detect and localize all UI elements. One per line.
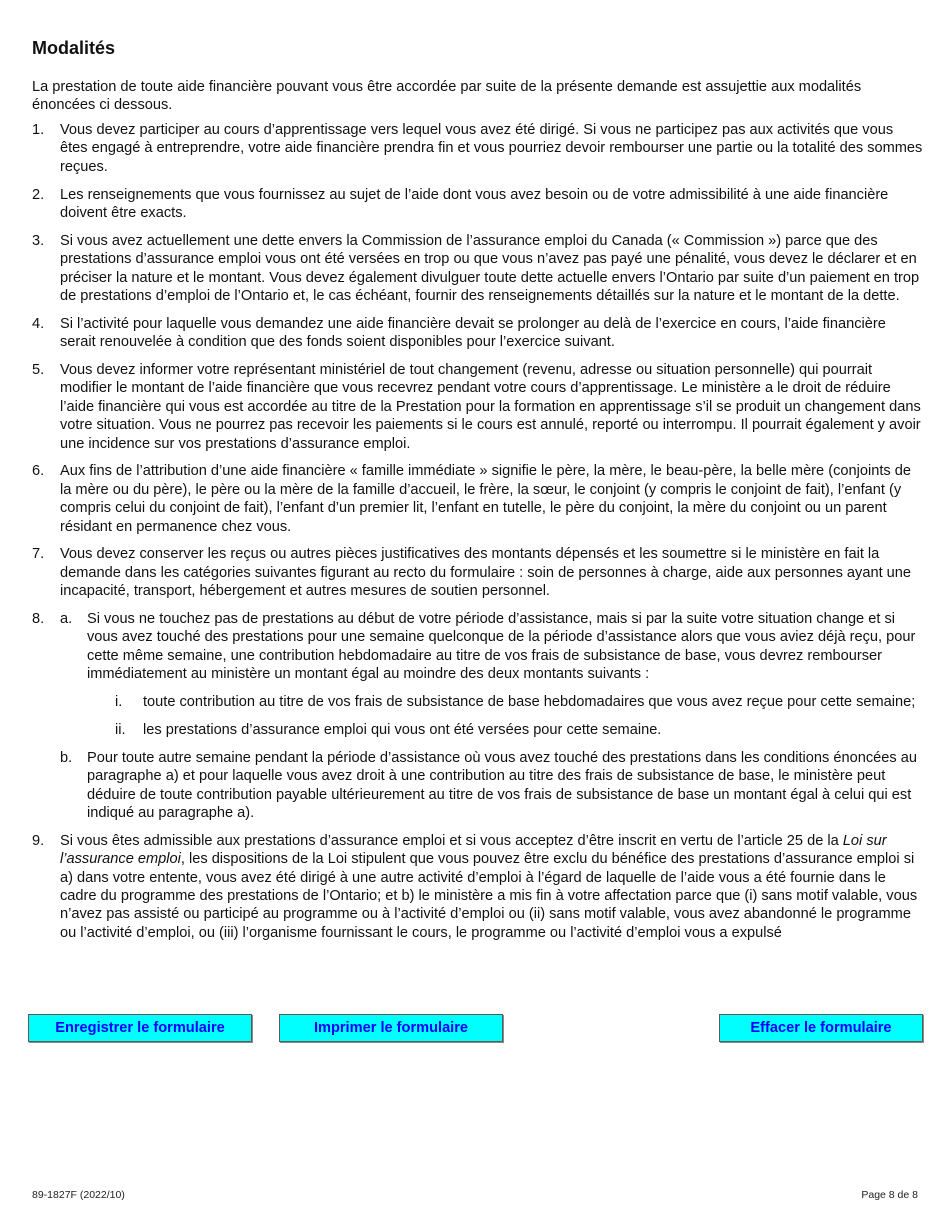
list-item — [32, 361, 924, 453]
item-text: Vous devez participer au cours d’apprentissage vers lequel vous avez été dirigé. Si vous ne participez pas aux activités que vous êtes engagé à entreprendre, votre aide financière prendra fin et vous pourriez devoir rembourser une partie ou la totalité des sommes reçues. — [60, 122, 923, 175]
roman-text: les prestations d’assurance emploi qui vous ont été versées pour cette semaine. — [143, 721, 662, 738]
item-number: 3. — [32, 232, 45, 249]
item-number: 6. — [32, 463, 45, 480]
sub-item-ii — [87, 721, 924, 739]
sub-item-label: a. — [60, 611, 73, 628]
item-number: 1. — [32, 122, 45, 138]
list-item — [32, 462, 924, 536]
item-text: Aux fins de l’attribution d’une aide financière « famille immédiate » signifie le père, la mère, le beau-père, la belle mère (conjoints de la mère ou du père), le père ou la mère de la famille d’accueil, le frère, la sœur, le conjoint (y compris le conjoint de fait), l’enfant (y compris celui du conjoint de fait), l’enfant d’un premier lit, l’enfant en tutelle, le père du conjoint, la mère du conjoint ou un parent résidant en permanence chez vous. — [60, 463, 911, 535]
list-item-9 — [32, 832, 924, 942]
sub-item-i — [87, 693, 924, 711]
sub-item-a-text: Si vous ne touchez pas de prestations au début de votre période d’assistance, mais si par la suite votre situation change et si vous avez touché des prestations pour une semaine quelconque de la période d’assistance alors que vous aviez déjà reçu, pour cette même semaine, une contribution hebdomadaire au titre de vos frais de subsistance de base, vous devrez rembourser immédiatement au ministère un montant égal au moindre des deux montants suivants : — [87, 611, 916, 683]
item-number: 2. — [32, 186, 45, 203]
intro-paragraph: La prestation de toute aide financière pouvant vous être accordée par suite de la présente demande est assujettie aux modalités énoncées ci dessous. — [32, 79, 862, 114]
item-9-text-before: Si vous êtes admissible aux prestations d’assurance emploi et si vous acceptez d’être inscrit en vertu de l’article 25 de la — [60, 832, 843, 849]
law-title: Loi sur l’assurance emploi — [60, 832, 887, 868]
print-form-button[interactable]: Imprimer le formulaire — [279, 1014, 503, 1042]
item-number: 9. — [32, 832, 45, 849]
item-8-body — [60, 610, 924, 822]
item-text: Si vous avez actuellement une dette envers la Commission de l’assurance emploi du Canada (« Commission ») parce que des prestations d’assurance emploi vous ont été versées en trop ou que vous n’avez pas payé une pénalité, vous devez le déclarer et en préciser la nature et le montant. Vous devez également divulguer toute dette actuelle envers l’Ontario par suite d’un paiement en trop de prestations d’emploi de l’Ontario et, le cas échéant, fournir des renseignements détaillés sur la nature et le montant de la dette. — [60, 232, 920, 305]
item-9-text — [60, 832, 924, 942]
list-item — [32, 545, 924, 600]
list-item — [32, 315, 924, 352]
terms-list — [32, 121, 924, 952]
sub-item-b — [60, 749, 924, 823]
form-number: 89-1827F (2022/10) — [32, 1189, 125, 1201]
sub-item-b-text: Pour toute autre semaine pendant la période d’assistance où vous avez touché des prestations dans les conditions énoncées au paragraphe a) et pour laquelle vous avez droit à une contribution au titre des frais de subsistance de base, le ministère peut déduire de toute contribution payable ultérieurement au titre de vos frais de subsistance de base un montant égal à celui qui est indiqué au paragraphe a). — [87, 749, 917, 821]
item-text: Vous devez informer votre représentant ministériel de tout changement (revenu, adresse ou situation personnelle) qui pourrait modifier le montant de l’aide financière que vous recevrez pendant votre cours d’apprentissage. Le ministère a le droit de réduire l’aide financière qui vous est accordée au titre de la Prestation pour la formation en apprentissage s’il se produit un changement dans votre situation. Vous ne pourrez pas recevoir les paiements si le cours est annulé, reporté ou interrompu. Il pourrait également y avoir une incidence sur vos prestations d’assurance emploi. — [60, 362, 921, 452]
save-form-button[interactable]: Enregistrer le formulaire — [28, 1014, 252, 1042]
item-text: Les renseignements que vous fournissez au sujet de l’aide dont vous avez besoin ou de votre admissibilité à une aide financière doivent être exacts. — [60, 186, 889, 222]
list-item — [32, 186, 924, 223]
item-number: 7. — [32, 546, 45, 563]
section-title: Modalités — [32, 38, 116, 58]
sub-item-label: b. — [60, 749, 73, 766]
sub-item-a-body — [87, 610, 924, 739]
item-9-text-after: , les dispositions de la Loi stipulent que vous pouvez être exclu du bénéfice des prestations d’assurance emploi si a) dans votre entente, vous avez été dirigé à une autre activité d’emploi à l’égard de laquelle de l’aide vous a été fournie dans le cadre du programme des prestations de l’Ontario; et b) le ministère a mis fin à votre affectation parce que (i) sans motif valable, vous n’avez pas assisté ou participé au programme ou à l’activité d’emploi ou (ii) sans motif valable, vous avez abandonné le programme ou l’activité d’emploi, ou (iii) l’organisme fournissant le cours, le programme ou l’activité d’emploi vous a expulsé — [60, 851, 918, 941]
roman-label: ii. — [115, 721, 126, 738]
list-item — [32, 121, 924, 176]
roman-text: toute contribution au titre de vos frais de subsistance de base hebdomadaires que vous avez reçue pour cette semaine; — [143, 694, 916, 711]
sub-item-a — [60, 610, 924, 739]
list-item-8 — [32, 610, 924, 822]
item-number: 5. — [32, 362, 45, 379]
item-number: 4. — [32, 315, 45, 332]
page-number: Page 8 de 8 — [861, 1189, 918, 1201]
item-number: 8. — [32, 611, 45, 628]
item-text: Si l’activité pour laquelle vous demandez une aide financière devait se prolonger au delà de l’exercice en cours, l’aide financière serait renouvelée à condition que des fonds soient disponibles pour l’exercice suivant. — [60, 315, 886, 351]
clear-form-button[interactable]: Effacer le formulaire — [719, 1014, 923, 1042]
roman-label: i. — [115, 694, 123, 711]
list-item — [32, 232, 924, 306]
item-text: Vous devez conserver les reçus ou autres pièces justificatives des montants dépensés et les soumettre si le ministère en fait la demande dans les catégories suivantes figurant au recto du formulaire : soin de personnes à charge, aide aux personnes ayant une incapacité, transport, hébergement et autres mesures de soutien personnel. — [60, 546, 912, 600]
